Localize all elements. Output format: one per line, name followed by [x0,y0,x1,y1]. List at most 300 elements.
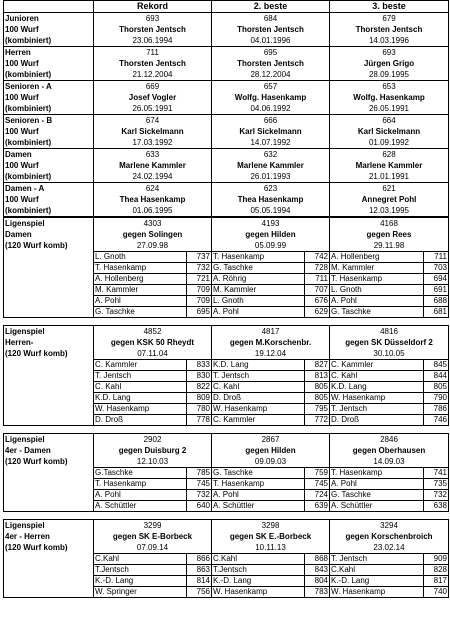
player-name: W. Hasenkamp [212,587,305,598]
record-score: 695 [263,48,278,57]
player-row [212,393,329,404]
player-name: A. Schüttler [94,501,187,512]
team-total-score: 3294 [380,521,398,530]
player-row [94,263,211,274]
record-date: 01.09.1992 [368,138,410,147]
record-date: 26.01.1993 [250,172,291,181]
player-name: G. Taschke [212,263,305,274]
player-row [212,371,329,382]
record-holder-name: Marlene Kammler [119,161,186,170]
league-label [4,434,94,512]
player-score: 814 [187,576,212,587]
player-scores-table [212,360,329,425]
team-total-score: 2846 [380,435,398,444]
record-cell [94,13,212,47]
player-name: C. Kahl [330,371,424,382]
player-row [212,274,329,285]
player-score: 785 [187,468,212,479]
league-label-line: Damen [5,230,32,239]
league-entry-header [94,326,211,360]
team-total-score: 4852 [143,327,162,336]
player-name: A. Pohl [212,490,305,501]
player-name: M. Kammler [330,263,424,274]
player-score: 740 [424,587,449,598]
player-row [94,565,211,576]
league-label [4,520,94,598]
record-holder-name: Wolfg. Hasenkamp [353,93,425,102]
player-score: 724 [305,490,330,501]
record-holder-name: Thorsten Jentsch [119,25,186,34]
player-row [212,360,329,371]
player-row [94,274,211,285]
player-name: K.D. Lang [330,382,424,393]
opponent-name: gegen SK E-Borbeck [112,532,193,541]
player-row [330,307,448,318]
player-row [94,393,211,404]
league-label-line: (120 Wurf komb) [5,457,68,466]
player-name: C. Kammler [331,360,374,369]
team-total-score: 4193 [261,219,280,228]
player-scores-table [94,360,211,425]
player-name: T. Jentsch [331,554,368,563]
player-score: 830 [187,371,212,382]
record-holder-name: Thorsten Jentsch [237,59,304,68]
record-holder-name: Annegret Pohl [361,195,417,204]
player-name: A. Hollenberg [331,252,380,261]
league-label-line: Ligenspiel [5,435,45,444]
league-label [4,326,94,426]
player-row [212,479,329,490]
record-score: 711 [146,48,159,57]
match-date: 30.10.05 [373,349,405,358]
player-row [212,587,329,598]
player-score: 695 [187,307,212,318]
record-date: 14.07.1992 [250,138,291,147]
player-score: 681 [424,307,449,318]
player-name: A. Pohl [94,490,187,501]
category-label-line: (kombiniert) [5,70,52,79]
player-row [330,285,448,296]
player-name: A. Röhrig [212,274,305,285]
record-date: 21.01.1991 [368,172,410,181]
player-score: 783 [305,587,330,598]
player-row [212,252,329,263]
section-gap [3,426,448,433]
player-score: 711 [305,274,330,285]
league-label-line: 4er - Herren [5,532,50,541]
player-score: 822 [187,382,212,393]
player-score: 786 [424,404,449,415]
team-total-score: 3298 [261,521,280,530]
record-date: 17.03.1992 [132,138,173,147]
player-row [212,415,329,426]
player-row [94,490,211,501]
player-score: 676 [305,296,330,307]
player-name: K.-D. Lang [94,576,187,587]
record-cell [330,183,449,217]
opponent-name: gegen SK E.-Borbeck [229,532,312,541]
player-name: T. Jentsch [94,371,187,382]
player-name: C.Kahl [330,565,424,576]
player-score: 709 [187,296,212,307]
category-row [4,183,449,217]
team-total-score: 3299 [143,521,162,530]
record-holder-name: Karl Sickelmann [239,127,302,136]
league-entry-cell [94,218,212,318]
player-score: 759 [305,468,330,479]
league-label-line: (120 Wurf komb) [5,241,68,250]
record-cell [330,149,449,183]
player-row [94,501,211,512]
category-label-line: 100 Wurf [5,25,39,34]
record-score: 653 [382,82,396,91]
player-row [330,360,448,371]
player-name: T.Jentsch [212,565,305,576]
player-score: 711 [424,252,449,263]
category-label-line: Senioren - A [5,82,52,91]
header-empty-cell [4,1,94,13]
league-entry-header [212,434,329,468]
player-name: W. Hasenkamp [94,404,187,415]
player-name: L. Gnoth [95,252,126,261]
league-entry-header [212,520,329,554]
match-date: 05.09.99 [254,241,287,250]
record-date: 23.06.1994 [132,36,173,45]
category-label-line: 100 Wurf [5,127,39,136]
record-date: 28.09.1995 [368,70,410,79]
record-date: 05.05.1994 [250,206,291,215]
record-holder-name: Wolfg. Hasenkamp [234,93,307,102]
player-score: 745 [187,479,212,490]
player-row [212,307,329,318]
player-score: 638 [424,501,449,512]
league-label-line: Ligenspiel [5,219,45,228]
player-name: W. Hasenkamp [212,404,305,415]
player-scores-table [330,360,448,425]
category-label-line: Junioren [5,14,39,23]
record-cell [212,47,330,81]
player-scores-table [94,554,211,597]
record-date: 04.01.1996 [250,36,291,45]
match-date: 12.10.03 [136,457,169,466]
record-holder-name: Marlene Kammler [355,161,423,170]
category-label [4,149,94,183]
player-name: D. Droß [212,393,305,404]
player-row [330,565,448,576]
player-row [212,501,329,512]
league-label-line: (120 Wurf komb) [5,543,68,552]
section-gap [3,318,448,325]
category-label-line: (kombiniert) [5,104,52,113]
category-label-line: 100 Wurf [5,195,39,204]
player-row [94,307,211,318]
player-name: C. Kammler [95,360,138,369]
player-name: T. Jentsch [330,404,424,415]
category-label-line: Damen [5,150,32,159]
player-name: A. Pohl [330,296,424,307]
player-name: K.D. Lang [94,393,187,404]
category-label [4,81,94,115]
record-score: 693 [382,48,396,57]
record-holder-name: Jürgen Grigo [363,59,415,68]
player-scores-table [212,554,329,597]
column-header-row [4,1,449,13]
player-name: C.Kahl [213,554,238,563]
category-row [4,149,449,183]
category-label-line: 100 Wurf [5,59,39,68]
match-date: 23.02.14 [373,543,405,552]
records-document [3,0,448,598]
player-name: G. Taschke [94,307,187,318]
player-score: 756 [187,587,212,598]
record-cell [94,149,212,183]
opponent-name: gegen SK Düsseldorf 2 [345,338,433,347]
player-score: 732 [187,263,212,274]
record-score: 693 [145,14,160,23]
player-row [94,360,211,371]
player-scores-table [212,252,329,317]
player-scores-table [94,252,211,317]
record-holder-name: Thea Hasenkamp [119,195,186,204]
category-label [4,115,94,149]
player-name: C. Kahl [212,382,305,393]
record-holder-name: Thorsten Jentsch [237,25,304,34]
opponent-name: gegen Solingen [122,230,183,239]
player-name: T. Hasenkamp [94,479,187,490]
player-row [330,415,448,426]
record-cell [94,47,212,81]
player-score: 732 [424,490,449,501]
category-label-line: 100 Wurf [5,93,39,102]
player-score: 805 [305,382,330,393]
player-row [212,404,329,415]
player-score: 745 [305,479,330,490]
record-date: 24.02.1994 [132,172,173,181]
player-row [330,252,448,263]
player-name: A. Hollenberg [94,274,187,285]
player-row [330,479,448,490]
league-entry-header [330,434,448,468]
league-entry-header [94,434,211,468]
player-row [94,415,211,426]
record-cell [212,183,330,217]
player-score: 639 [305,501,330,512]
player-row [212,263,329,274]
match-date: 14.09.03 [373,457,405,466]
player-row [330,554,448,565]
category-label-line: Damen - A [5,184,45,193]
header-third-best: 3. beste [330,1,449,13]
player-name: T. Hasenkamp [331,468,383,477]
team-total-score: 2902 [143,435,162,444]
player-row [330,296,448,307]
opponent-name: gegen Hilden [245,446,296,455]
category-label-line: Senioren - B [5,116,53,125]
record-date: 26.05.1991 [368,104,410,113]
category-row [4,47,449,81]
player-score: 778 [187,415,212,426]
record-holder-name: Marlene Kammler [237,161,304,170]
player-name: K.D. Lang [213,360,249,369]
match-date: 29.11.98 [373,241,405,250]
player-score: 694 [424,274,449,285]
record-score: 666 [263,116,278,125]
player-score: 741 [424,468,449,479]
player-name: G.Taschke [95,468,133,477]
player-score: 833 [187,360,212,371]
category-label [4,13,94,47]
header-second-best: 2. beste [212,1,330,13]
player-row [330,576,448,587]
player-name: G. Taschke [330,307,424,318]
record-cell [330,13,449,47]
player-score: 795 [305,404,330,415]
player-name: C.Kahl [95,554,120,563]
section-gap [3,512,448,519]
individual-records-table [3,0,449,217]
league-entry-cell [330,434,449,512]
league-label-line: 4er - Damen [5,446,51,455]
category-label [4,183,94,217]
record-cell [94,183,212,217]
player-name: W. Hasenkamp [330,587,424,598]
player-name: L. Gnoth [330,285,424,296]
league-table [3,519,449,598]
player-score: 721 [187,274,212,285]
league-entry-cell [212,520,330,598]
league-label [4,218,94,318]
player-name: G. Taschke [330,490,424,501]
player-score: 868 [305,554,330,565]
player-score: 843 [305,565,330,576]
player-name: W. Hasenkamp [330,393,424,404]
player-row [212,468,329,479]
league-label-line: Herren- [5,338,34,347]
league-table [3,217,449,318]
player-score: 844 [424,371,449,382]
record-holder-name: Thorsten Jentsch [355,25,423,34]
league-table [3,433,449,512]
match-date: 10.11.13 [255,543,286,552]
player-row [330,587,448,598]
player-row [94,296,211,307]
record-date: 12.03.1995 [368,206,410,215]
record-score: 632 [263,150,278,159]
player-name: T. Jentsch [212,371,305,382]
player-row [94,479,211,490]
player-name: T. Hasenkamp [213,252,265,261]
player-row [212,382,329,393]
opponent-name: gegen Oberhausen [352,446,426,455]
record-score: 664 [382,116,396,125]
player-score: 732 [187,490,212,501]
team-total-score: 4303 [143,219,162,228]
category-label-line: (kombiniert) [5,138,52,147]
record-holder-name: Thorsten Jentsch [119,59,186,68]
player-row [94,382,211,393]
player-row [330,382,448,393]
record-cell [330,81,449,115]
category-label-line: (kombiniert) [5,206,52,215]
league-entry-header [330,218,448,252]
player-score: 805 [424,382,449,393]
player-row [94,576,211,587]
player-row [212,490,329,501]
player-score: 863 [187,565,212,576]
record-holder-name: Karl Sickelmann [357,127,421,136]
league-entry-cell [94,326,212,426]
player-name: M. Kammler [94,285,187,296]
player-row [212,554,329,565]
player-score: 790 [424,393,449,404]
opponent-name: gegen Hilden [245,230,296,239]
match-date: 07.09.14 [136,543,169,552]
league-label-line: Ligenspiel [5,521,45,530]
player-name: L. Gnoth [212,296,305,307]
record-cell [212,115,330,149]
player-row [94,404,211,415]
record-score: 621 [382,184,396,193]
player-score: 817 [424,576,449,587]
team-total-score: 2867 [261,435,280,444]
league-entry-header [94,520,211,554]
league-entry-header [330,326,448,360]
player-name: G. Taschke [213,468,253,477]
player-row [330,501,448,512]
player-score: 809 [187,393,212,404]
record-date: 01.06.1995 [132,206,173,215]
match-date: 07.11.04 [137,349,168,358]
player-row [330,490,448,501]
player-row [212,296,329,307]
player-row [94,252,211,263]
player-score: 742 [305,252,330,263]
player-scores-table [330,468,448,511]
player-row [330,393,448,404]
league-entry-cell [330,218,449,318]
record-date: 26.05.1991 [132,104,173,113]
player-score: 703 [424,263,449,274]
league-entry-header [212,326,329,360]
league-entry-cell [330,326,449,426]
player-name: K.-D. Lang [330,576,424,587]
category-row [4,13,449,47]
record-score: 679 [382,14,396,23]
player-name: T.Jentsch [94,565,187,576]
player-name: C. Kahl [94,382,187,393]
category-row [4,81,449,115]
league-row [4,326,449,426]
player-name: A. Schüttler [330,501,424,512]
player-score: 828 [424,565,449,576]
record-holder-name: Thea Hasenkamp [237,195,304,204]
league-row [4,434,449,512]
player-score: 805 [305,393,330,404]
league-entry-cell [212,434,330,512]
player-row [330,263,448,274]
category-label-line: 100 Wurf [5,161,39,170]
record-holder-name: Karl Sickelmann [121,127,184,136]
category-label-line: Herren [5,48,31,57]
player-row [330,404,448,415]
player-name: A. Pohl [94,296,187,307]
player-score: 845 [424,360,449,371]
player-name: A. Schüttler [212,501,305,512]
player-score: 804 [305,576,330,587]
player-name: D. Droß [94,415,187,426]
player-row [212,565,329,576]
header-rekord: Rekord [94,1,212,13]
